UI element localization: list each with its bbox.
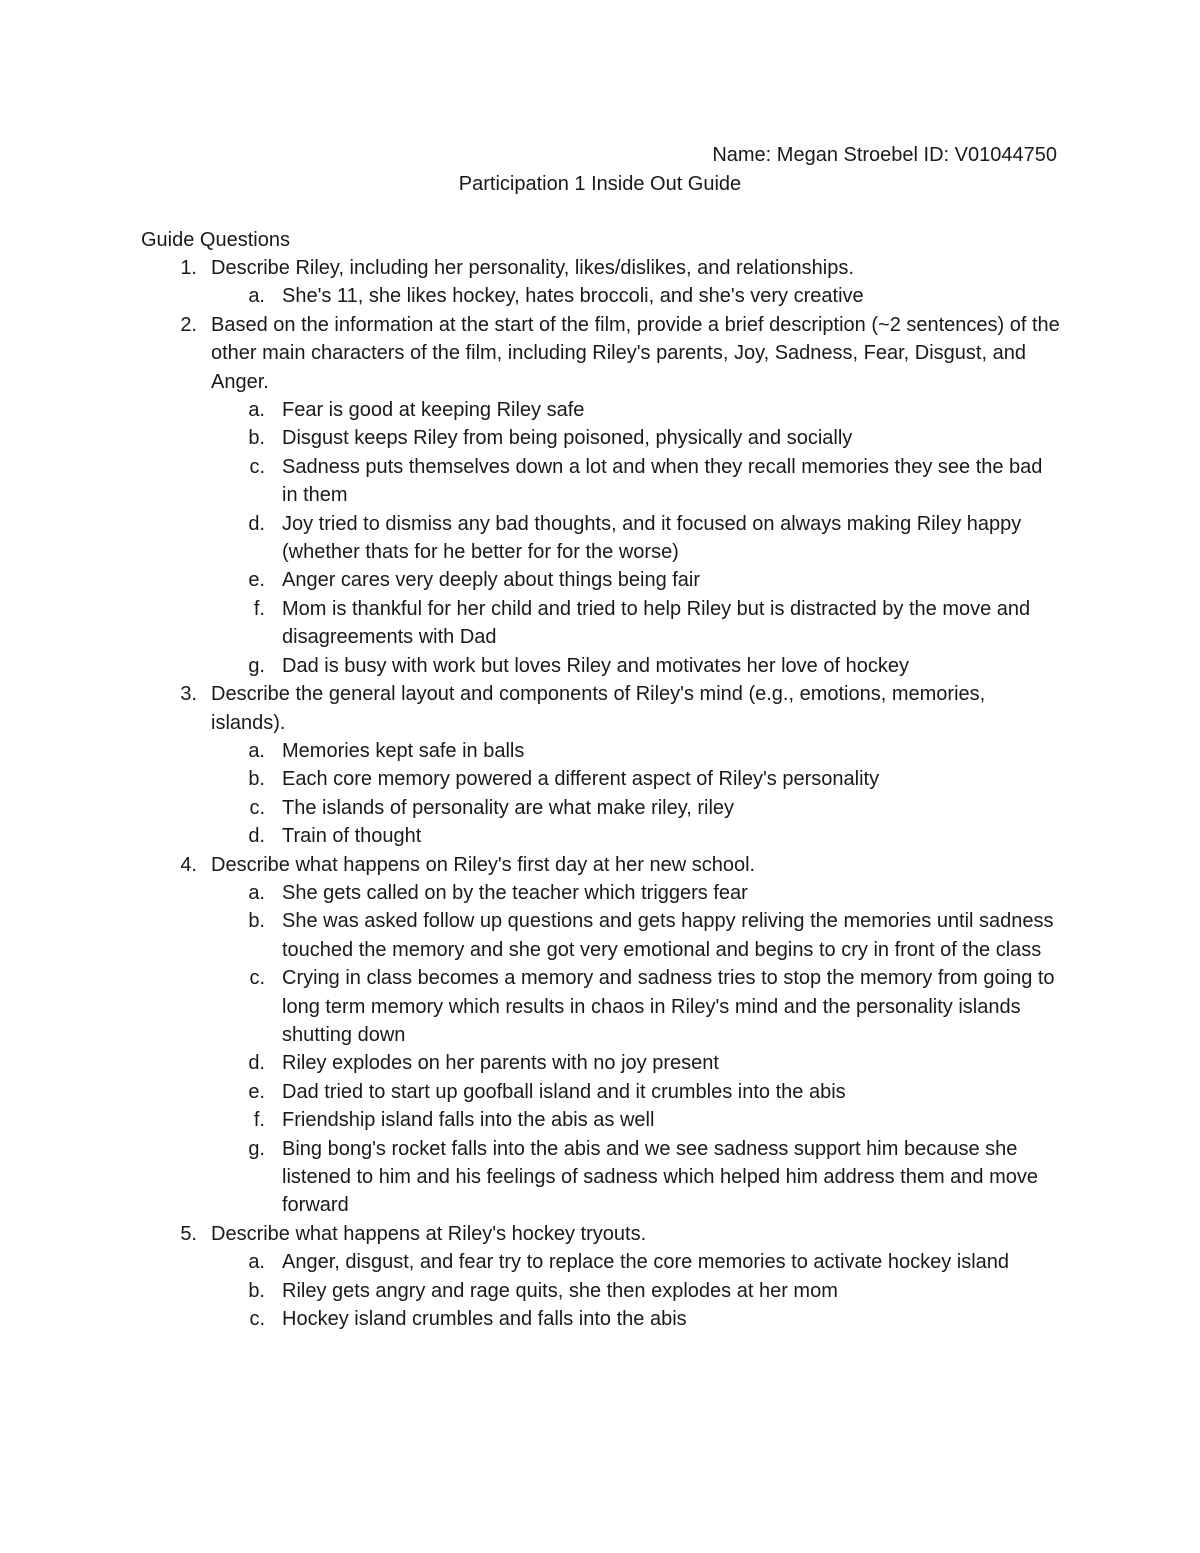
answer-item xyxy=(0,566,1200,594)
answer-item xyxy=(0,1135,1200,1220)
question-number: 2. xyxy=(180,313,197,336)
answer-letter: b. xyxy=(248,427,265,450)
answer-letter: a. xyxy=(248,285,265,308)
answer-item xyxy=(0,282,1200,310)
answer-letter: e. xyxy=(248,1080,265,1103)
question-text: Describe what happens on Riley's first day at her new school. xyxy=(211,853,756,876)
answer-letter: b. xyxy=(248,1279,265,1302)
question-item xyxy=(0,1220,1200,1248)
answer-item xyxy=(0,453,1200,510)
answer-text: Each core memory powered a different aspect of Riley's personality xyxy=(282,768,880,791)
question-item xyxy=(0,254,1200,282)
question-text: Describe Riley, including her personality, likes/dislikes, and relationships. xyxy=(211,257,854,279)
question-item xyxy=(0,851,1200,879)
answer-item xyxy=(0,1277,1200,1305)
answer-text: Bing bong's rocket falls into the abis and we see sadness support him because she listened to him and his feelings of sadness which helped him address them and move forward xyxy=(282,1137,1038,1217)
answer-letter: f. xyxy=(253,1109,265,1132)
answer-letter: d. xyxy=(248,512,265,535)
answer-letter: e. xyxy=(248,569,265,592)
answer-letter: c. xyxy=(249,455,265,478)
answer-item xyxy=(0,1078,1200,1106)
answer-text: Dad is busy with work but loves Riley and motivates her love of hockey xyxy=(282,654,909,677)
question-number: 4. xyxy=(180,853,197,876)
answer-letter: a. xyxy=(248,739,265,762)
answer-letter: g. xyxy=(248,1137,265,1160)
question-number: 3. xyxy=(180,683,197,706)
answer-text: Train of thought xyxy=(282,825,422,848)
answer-letter: g. xyxy=(248,654,265,677)
name-id-line: Name: Megan Stroebel ID: V01044750 xyxy=(712,144,1057,166)
answer-letter: d. xyxy=(248,1052,265,1075)
answer-text: She gets called on by the teacher which triggers fear xyxy=(282,881,748,904)
question-number: 1. xyxy=(180,257,197,279)
answer-text: Sadness puts themselves down a lot and when they recall memories they see the bad in them xyxy=(282,455,1043,507)
section-heading: Guide Questions xyxy=(141,229,290,251)
answer-text: Crying in class becomes a memory and sadness tries to stop the memory from going to long term memory which results in chaos in Riley's mind and the personality islands shutting down xyxy=(282,967,1055,1046)
answer-text: Fear is good at keeping Riley safe xyxy=(282,399,585,422)
answer-letter: c. xyxy=(249,967,265,990)
answer-text: Anger cares very deeply about things being fair xyxy=(282,569,701,592)
answer-letter: a. xyxy=(248,399,265,422)
answer-letter: b. xyxy=(248,768,265,791)
answer-item xyxy=(0,964,1200,1049)
answer-text: Dad tried to start up goofball island and it crumbles into the abis xyxy=(282,1080,846,1103)
answer-item xyxy=(0,510,1200,567)
answer-item xyxy=(0,424,1200,452)
answer-letter: f. xyxy=(253,597,265,620)
answer-text: She was asked follow up questions and gets happy reliving the memories until sadness touched the memory and she got very emotional and begins to cry in front of the class xyxy=(282,910,1054,961)
question-text: Describe the general layout and components of Riley's mind (e.g., emotions, memories, islands). xyxy=(211,683,986,734)
answer-text: Riley gets angry and rage quits, she then explodes at her mom xyxy=(282,1279,838,1302)
answer-item xyxy=(0,907,1200,964)
question-item xyxy=(0,680,1200,737)
answer-item xyxy=(0,652,1200,680)
answer-text: Mom is thankful for her child and tried to help Riley but is distracted by the move and disagreements with Dad xyxy=(282,597,1031,649)
answer-item xyxy=(0,1305,1200,1333)
answer-text: Anger, disgust, and fear try to replace the core memories to activate hockey island xyxy=(282,1251,1010,1274)
answer-item xyxy=(0,396,1200,424)
answer-item xyxy=(0,794,1200,822)
answer-letter: a. xyxy=(248,1251,265,1274)
question-text: Describe what happens at Riley's hockey tryouts. xyxy=(211,1222,647,1245)
answer-item xyxy=(0,737,1200,765)
answer-text: The islands of personality are what make riley, riley xyxy=(282,796,735,819)
answer-text: Disgust keeps Riley from being poisoned, physically and socially xyxy=(282,427,853,450)
answer-text: Joy tried to dismiss any bad thoughts, and it focused on always making Riley happy (whether thats for he better for for the worse) xyxy=(282,512,1022,564)
question-list xyxy=(0,254,1200,1333)
answer-item xyxy=(0,1248,1200,1276)
answer-item xyxy=(0,595,1200,652)
answer-item xyxy=(0,822,1200,850)
answer-text: Riley explodes on her parents with no joy present xyxy=(282,1052,719,1075)
answer-letter: b. xyxy=(248,910,265,933)
answer-letter: c. xyxy=(249,1308,265,1331)
answer-item xyxy=(0,1106,1200,1134)
answer-text: Memories kept safe in balls xyxy=(282,739,525,762)
answer-item xyxy=(0,879,1200,907)
question-number: 5. xyxy=(180,1222,197,1245)
answer-letter: c. xyxy=(249,796,265,819)
document-title: Participation 1 Inside Out Guide xyxy=(458,173,742,195)
question-text: Based on the information at the start of the film, provide a brief description (~2 sentences) of the other main characters of the film, including Riley's parents, Joy, Sadness, Fear, Disgust, and Anger. xyxy=(211,313,1060,393)
answer-letter: d. xyxy=(248,825,265,848)
answer-text: Friendship island falls into the abis as well xyxy=(282,1109,655,1132)
question-item xyxy=(0,311,1200,396)
answer-text: Hockey island crumbles and falls into the abis xyxy=(282,1308,687,1331)
answer-item xyxy=(0,765,1200,793)
answer-text: She's 11, she likes hockey, hates broccoli, and she's very creative xyxy=(282,285,864,308)
answer-item xyxy=(0,1049,1200,1077)
answer-letter: a. xyxy=(248,881,265,904)
